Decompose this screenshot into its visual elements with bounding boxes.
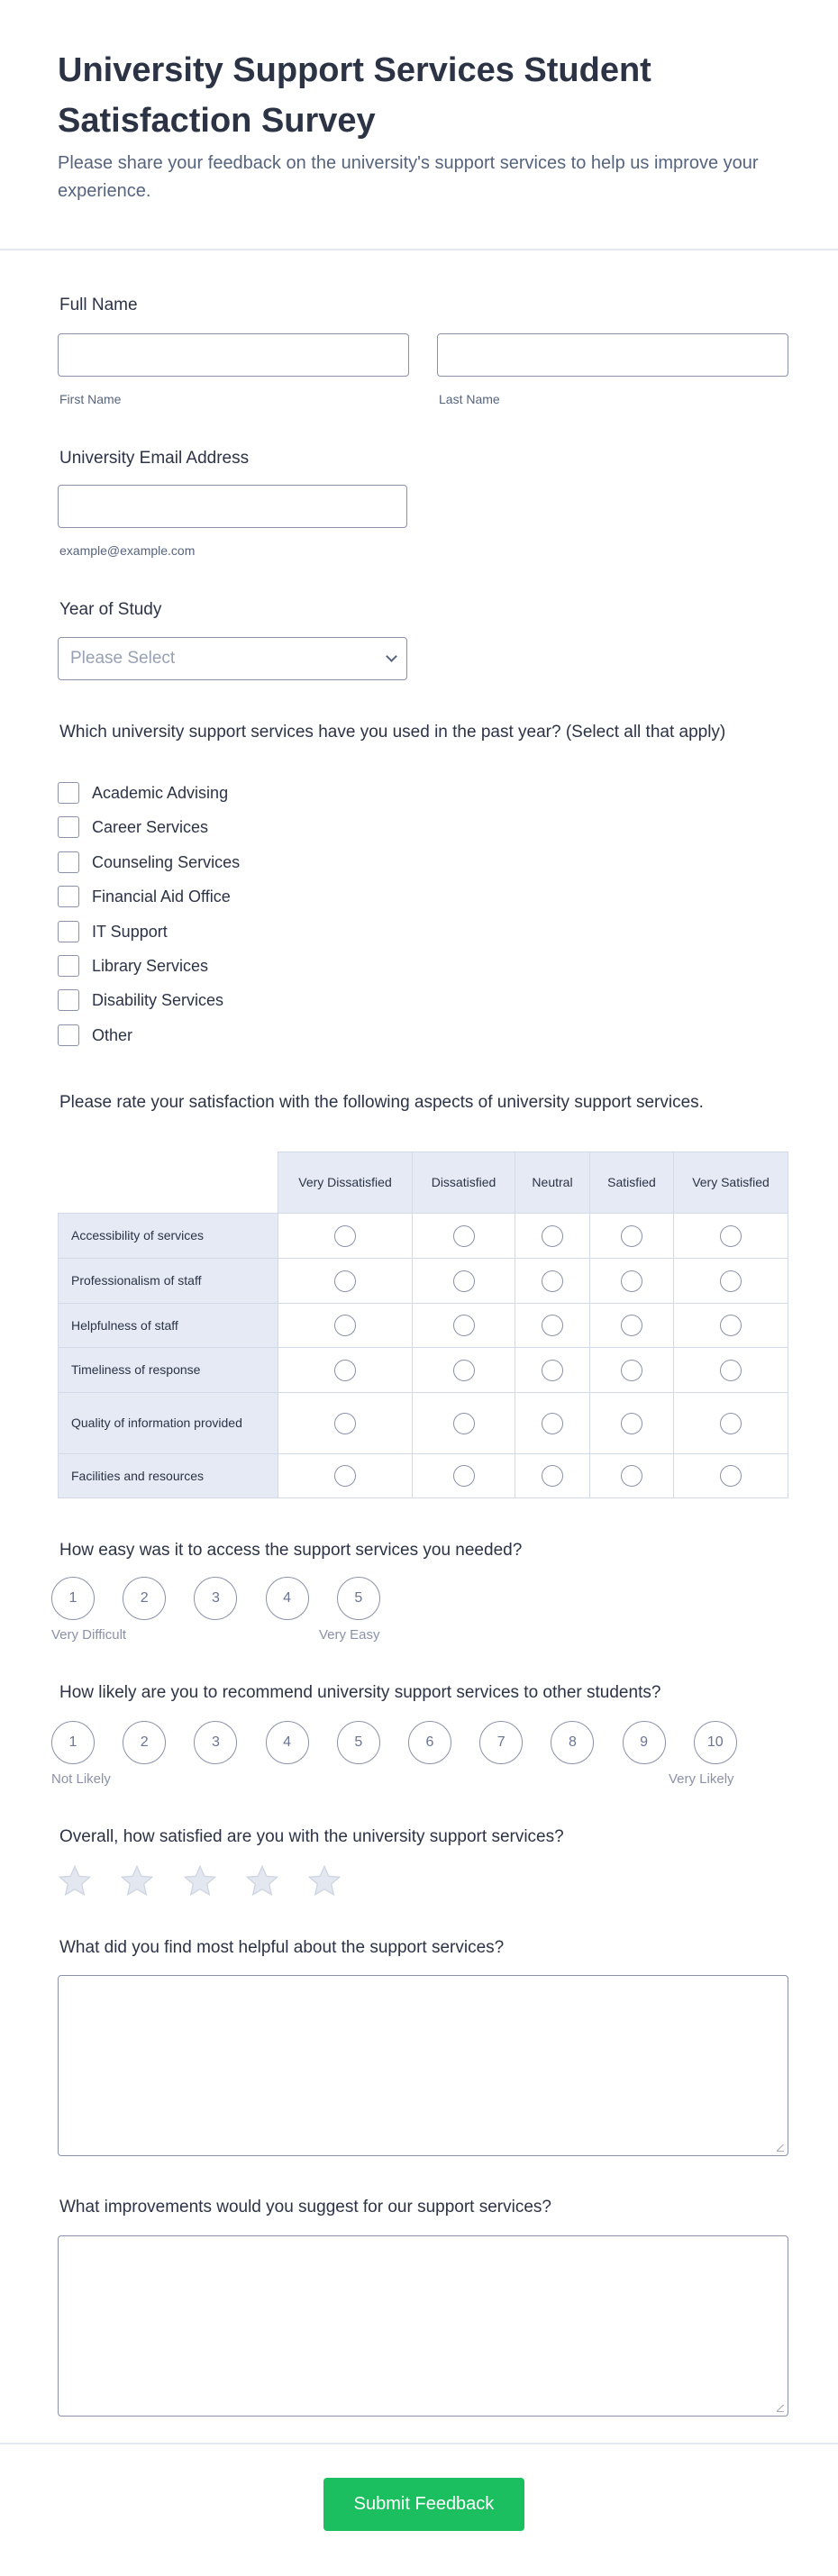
matrix-cell [515, 1393, 590, 1454]
nps-option-4[interactable]: 4 [266, 1721, 309, 1764]
checkbox-4[interactable] [58, 921, 79, 942]
ease-option-1[interactable]: 1 [51, 1577, 95, 1620]
matrix-cell [674, 1304, 788, 1348]
nps-min-label: Not Likely [51, 1771, 111, 1787]
matrix-column-header: Neutral [515, 1152, 590, 1214]
matrix-cell [515, 1304, 590, 1348]
helpful-textarea[interactable] [58, 1975, 788, 2156]
first-name-sublabel: First Name [59, 392, 122, 406]
nps-option-6[interactable]: 6 [408, 1721, 451, 1764]
matrix-cell [590, 1454, 674, 1498]
matrix-radio[interactable] [621, 1315, 642, 1336]
matrix-radio[interactable] [453, 1270, 475, 1292]
improve-textarea[interactable] [58, 2235, 788, 2417]
matrix-cell [515, 1259, 590, 1304]
matrix-cell [413, 1304, 515, 1348]
matrix-cell [278, 1304, 413, 1348]
checkbox-label[interactable]: Academic Advising [92, 784, 229, 802]
matrix-radio[interactable] [334, 1465, 356, 1487]
matrix-radio[interactable] [542, 1465, 563, 1487]
checkbox-label[interactable]: Other [92, 1025, 133, 1044]
matrix-radio[interactable] [621, 1225, 642, 1247]
checkbox-0[interactable] [58, 782, 79, 804]
matrix-column-header: Satisfied [590, 1152, 674, 1214]
year-label: Year of Study [59, 600, 162, 619]
chevron-down-icon [386, 651, 397, 662]
resize-grip-icon[interactable] [777, 2405, 784, 2412]
matrix-cell [590, 1214, 674, 1259]
checkbox-2[interactable] [58, 851, 79, 873]
matrix-radio[interactable] [621, 1465, 642, 1487]
resize-grip-icon[interactable] [777, 2144, 784, 2152]
matrix-radio[interactable] [453, 1413, 475, 1434]
checkbox-7[interactable] [58, 1024, 79, 1046]
matrix-radio[interactable] [334, 1270, 356, 1292]
matrix-row [59, 1348, 788, 1393]
checkbox-label[interactable]: Library Services [92, 957, 209, 975]
nps-question: How likely are you to recommend university support services to other students? [59, 1683, 661, 1702]
matrix-cell [515, 1348, 590, 1393]
header-divider [0, 249, 838, 250]
star-icon[interactable] [306, 1863, 342, 1899]
matrix-row [59, 1304, 788, 1348]
matrix-radio[interactable] [542, 1360, 563, 1381]
matrix-cell [674, 1259, 788, 1304]
ease-option-3[interactable]: 3 [194, 1577, 237, 1620]
star-icon[interactable] [57, 1863, 93, 1899]
email-sublabel: example@example.com [59, 543, 196, 558]
checkbox-label[interactable]: Counseling Services [92, 852, 241, 871]
checkbox-1[interactable] [58, 816, 79, 838]
year-select-placeholder: Please Select [70, 649, 176, 668]
matrix-cell [278, 1393, 413, 1454]
nps-option-5[interactable]: 5 [337, 1721, 380, 1764]
star-icon[interactable] [119, 1863, 155, 1899]
page-title: University Support Services Student Satisfaction Survey [58, 51, 651, 140]
matrix-radio[interactable] [720, 1225, 742, 1247]
matrix-row [59, 1259, 788, 1304]
footer-divider [0, 2443, 838, 2444]
services-question: Which university support services have you used in the past year? (Select all that apply) [59, 723, 726, 742]
checkbox-3[interactable] [58, 886, 79, 907]
matrix-cell [515, 1214, 590, 1259]
nps-option-3[interactable]: 3 [194, 1721, 237, 1764]
checkbox-6[interactable] [58, 989, 79, 1011]
page-description: Please share your feedback on the university's support services to help us improve your experience. [58, 153, 759, 201]
matrix-radio[interactable] [621, 1413, 642, 1434]
matrix-radio[interactable] [542, 1315, 563, 1336]
matrix-row-label: Professionalism of staff [59, 1259, 278, 1304]
matrix-cell [674, 1214, 788, 1259]
matrix-cell [674, 1348, 788, 1393]
nps-option-7[interactable]: 7 [479, 1721, 523, 1764]
matrix-row [59, 1454, 788, 1498]
matrix-cell [590, 1259, 674, 1304]
matrix-cell [674, 1454, 788, 1498]
matrix-radio[interactable] [720, 1360, 742, 1381]
matrix-column-header: Very Satisfied [674, 1152, 788, 1214]
star-icon[interactable] [182, 1863, 218, 1899]
ease-option-5[interactable]: 5 [337, 1577, 380, 1620]
nps-option-1[interactable]: 1 [51, 1721, 95, 1764]
ease-max-label: Very Easy [319, 1627, 380, 1643]
last-name-input[interactable] [437, 333, 788, 377]
satisfaction-matrix [58, 1151, 788, 1498]
improve-question: What improvements would you suggest for our support services? [59, 2198, 551, 2216]
checkbox-label[interactable]: Disability Services [92, 991, 224, 1010]
full-name-label: Full Name [59, 296, 138, 314]
overall-question: Overall, how satisfied are you with the university support services? [59, 1827, 564, 1846]
matrix-row [59, 1393, 788, 1454]
matrix-radio[interactable] [720, 1270, 742, 1292]
matrix-radio[interactable] [720, 1315, 742, 1336]
ease-option-2[interactable]: 2 [123, 1577, 166, 1620]
helpful-question: What did you find most helpful about the support services? [59, 1938, 505, 1957]
matrix-column-header: Very Dissatisfied [278, 1152, 413, 1214]
email-input[interactable] [58, 485, 407, 528]
matrix-radio[interactable] [334, 1360, 356, 1381]
matrix-cell [590, 1393, 674, 1454]
checkbox-label[interactable]: IT Support [92, 922, 168, 941]
nps-option-10[interactable]: 10 [694, 1721, 737, 1764]
matrix-cell [278, 1259, 413, 1304]
matrix-corner [59, 1152, 278, 1214]
matrix-row-label: Timeliness of response [59, 1348, 278, 1393]
matrix-cell [413, 1214, 515, 1259]
nps-option-8[interactable]: 8 [551, 1721, 594, 1764]
matrix-cell [278, 1454, 413, 1498]
matrix-radio[interactable] [621, 1270, 642, 1292]
matrix-column-header: Dissatisfied [413, 1152, 515, 1214]
matrix-radio[interactable] [720, 1413, 742, 1434]
matrix-cell [278, 1214, 413, 1259]
matrix-radio[interactable] [453, 1360, 475, 1381]
matrix-radio[interactable] [720, 1465, 742, 1487]
matrix-radio[interactable] [334, 1225, 356, 1247]
matrix-radio[interactable] [453, 1465, 475, 1487]
matrix-cell [590, 1348, 674, 1393]
first-name-input[interactable] [58, 333, 409, 377]
matrix-row-label: Accessibility of services [59, 1214, 278, 1259]
matrix-cell [413, 1454, 515, 1498]
matrix-radio[interactable] [453, 1315, 475, 1336]
matrix-radio[interactable] [453, 1225, 475, 1247]
matrix-row-label: Helpfulness of staff [59, 1304, 278, 1348]
matrix-cell [590, 1304, 674, 1348]
nps-option-9[interactable]: 9 [623, 1721, 666, 1764]
ease-option-4[interactable]: 4 [266, 1577, 309, 1620]
matrix-radio[interactable] [542, 1270, 563, 1292]
submit-button[interactable]: Submit Feedback [323, 2478, 524, 2531]
last-name-sublabel: Last Name [439, 392, 500, 406]
matrix-radio[interactable] [542, 1225, 563, 1247]
nps-option-2[interactable]: 2 [123, 1721, 166, 1764]
year-select[interactable] [58, 637, 407, 680]
matrix-radio[interactable] [334, 1315, 356, 1336]
matrix-cell [413, 1393, 515, 1454]
matrix-cell [515, 1454, 590, 1498]
ease-min-label: Very Difficult [51, 1627, 127, 1643]
email-label: University Email Address [59, 449, 250, 468]
checkbox-label[interactable]: Career Services [92, 818, 209, 837]
matrix-row [59, 1214, 788, 1259]
matrix-row-label: Facilities and resources [59, 1454, 278, 1498]
checkbox-label[interactable]: Financial Aid Office [92, 887, 231, 906]
matrix-radio[interactable] [334, 1413, 356, 1434]
matrix-cell [413, 1348, 515, 1393]
star-icon[interactable] [244, 1863, 280, 1899]
checkbox-5[interactable] [58, 955, 79, 977]
matrix-cell [278, 1348, 413, 1393]
matrix-cell [674, 1393, 788, 1454]
matrix-radio[interactable] [621, 1360, 642, 1381]
nps-max-label: Very Likely [669, 1771, 734, 1787]
matrix-radio[interactable] [542, 1413, 563, 1434]
matrix-cell [413, 1259, 515, 1304]
ease-question: How easy was it to access the support services you needed? [59, 1541, 523, 1560]
matrix-question: Please rate your satisfaction with the following aspects of university support services. [59, 1093, 704, 1112]
matrix-row-label: Quality of information provided [59, 1393, 278, 1454]
